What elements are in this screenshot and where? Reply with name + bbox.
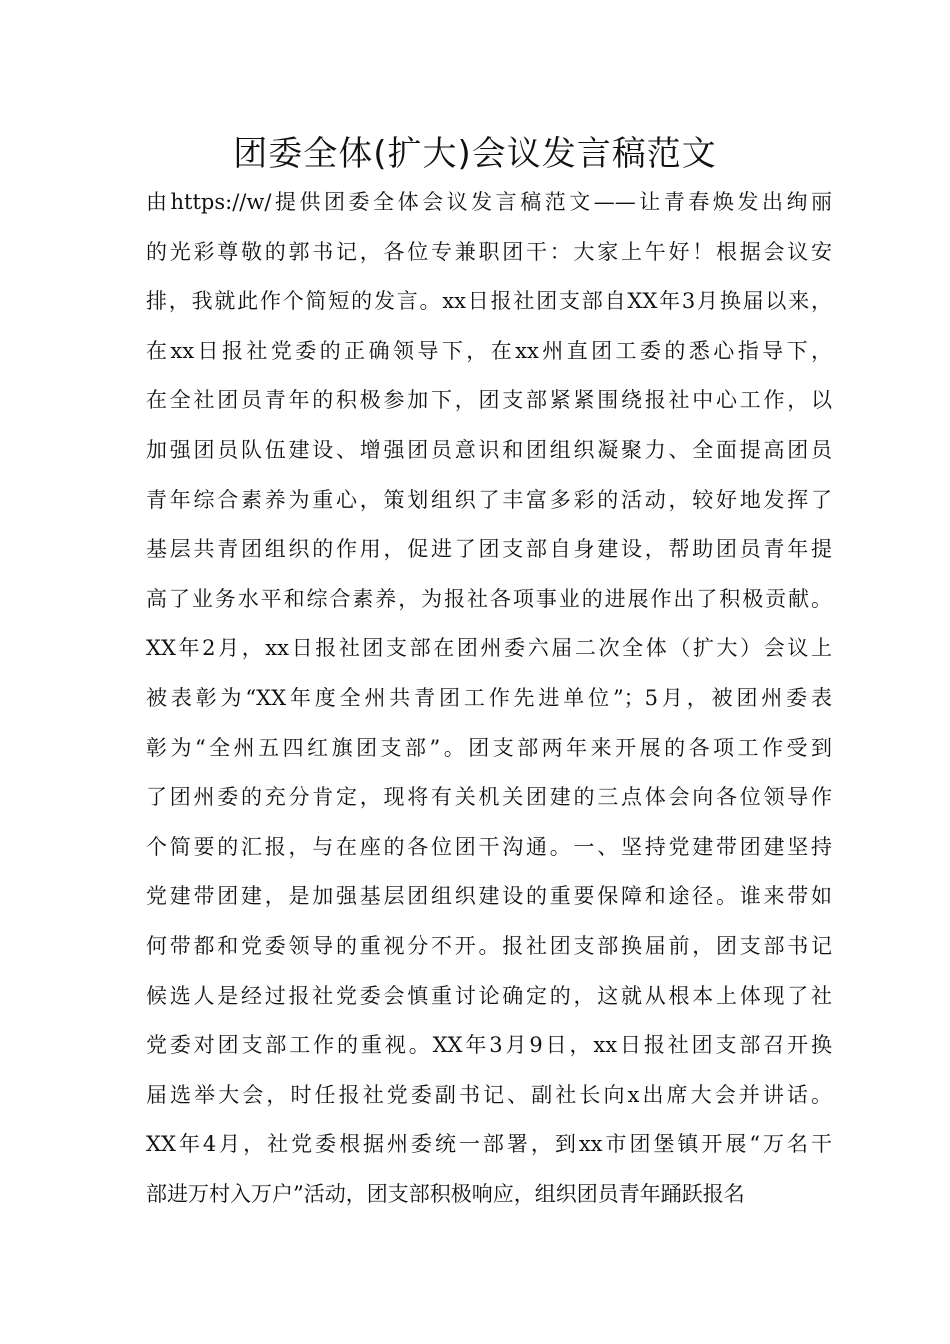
body-line: 被表彰为“XX年度全州共青团工作先进单位”；5月，被团州委表 [146, 685, 832, 710]
body-line: 党委对团支部工作的重视。XX年3月9日，xx日报社团支部召开换 [146, 1033, 832, 1058]
body-line: 的光彩尊敬的郭书记，各位专兼职团干：大家上午好！根据会议安 [146, 239, 832, 264]
body-line: 基层共青团组织的作用，促进了团支部自身建设，帮助团员青年提 [146, 537, 832, 562]
body-line: 候选人是经过报社党委会慎重讨论确定的，这就从根本上体现了社 [146, 983, 832, 1008]
body-line: 高了业务水平和综合素养，为报社各项事业的进展作出了积极贡献。 [146, 586, 832, 611]
document-title: 团委全体(扩大)会议发言稿范文 [233, 134, 717, 174]
body-line: XX年4月，社党委根据州委统一部署，到xx市团堡镇开展“万名干 [146, 1132, 832, 1157]
body-line: 加强团员队伍建设、增强团员意识和团组织凝聚力、全面提高团员 [146, 437, 832, 462]
body-line: 由https://w/提供团委全体会议发言稿范文——让青春焕发出绚丽 [146, 190, 832, 214]
body-line: 届选举大会，时任报社党委副书记、副社长向x出席大会并讲话。 [146, 1082, 832, 1107]
body-line: XX年2月，xx日报社团支部在团州委六届二次全体（扩大）会议上 [146, 636, 832, 661]
body-line: 排，我就此作个简短的发言。xx日报社团支部自XX年3月换届以来， [146, 289, 832, 314]
document-body [146, 178, 832, 1219]
body-line: 何带都和党委领导的重视分不开。报社团支部换届前，团支部书记 [146, 933, 832, 958]
body-line: 部进万村入万户”活动，团支部积极响应，组织团员青年踊跃报名 [146, 1181, 745, 1206]
body-line: 个简要的汇报，与在座的各位团干沟通。一、坚持党建带团建坚持 [146, 834, 832, 859]
body-line: 青年综合素养为重心，策划组织了丰富多彩的活动，较好地发挥了 [146, 487, 832, 512]
body-line: 在全社团员青年的积极参加下，团支部紧紧围绕报社中心工作，以 [146, 388, 832, 413]
body-line: 党建带团建，是加强基层团组织建设的重要保障和途径。谁来带如 [146, 884, 832, 909]
body-line: 了团州委的充分肯定，现将有关机关团建的三点体会向各位领导作 [146, 785, 832, 810]
body-line: 彰为“全州五四红旗团支部”。团支部两年来开展的各项工作受到 [146, 735, 832, 760]
body-line: 在xx日报社党委的正确领导下，在xx州直团工委的悉心指导下， [146, 338, 832, 363]
